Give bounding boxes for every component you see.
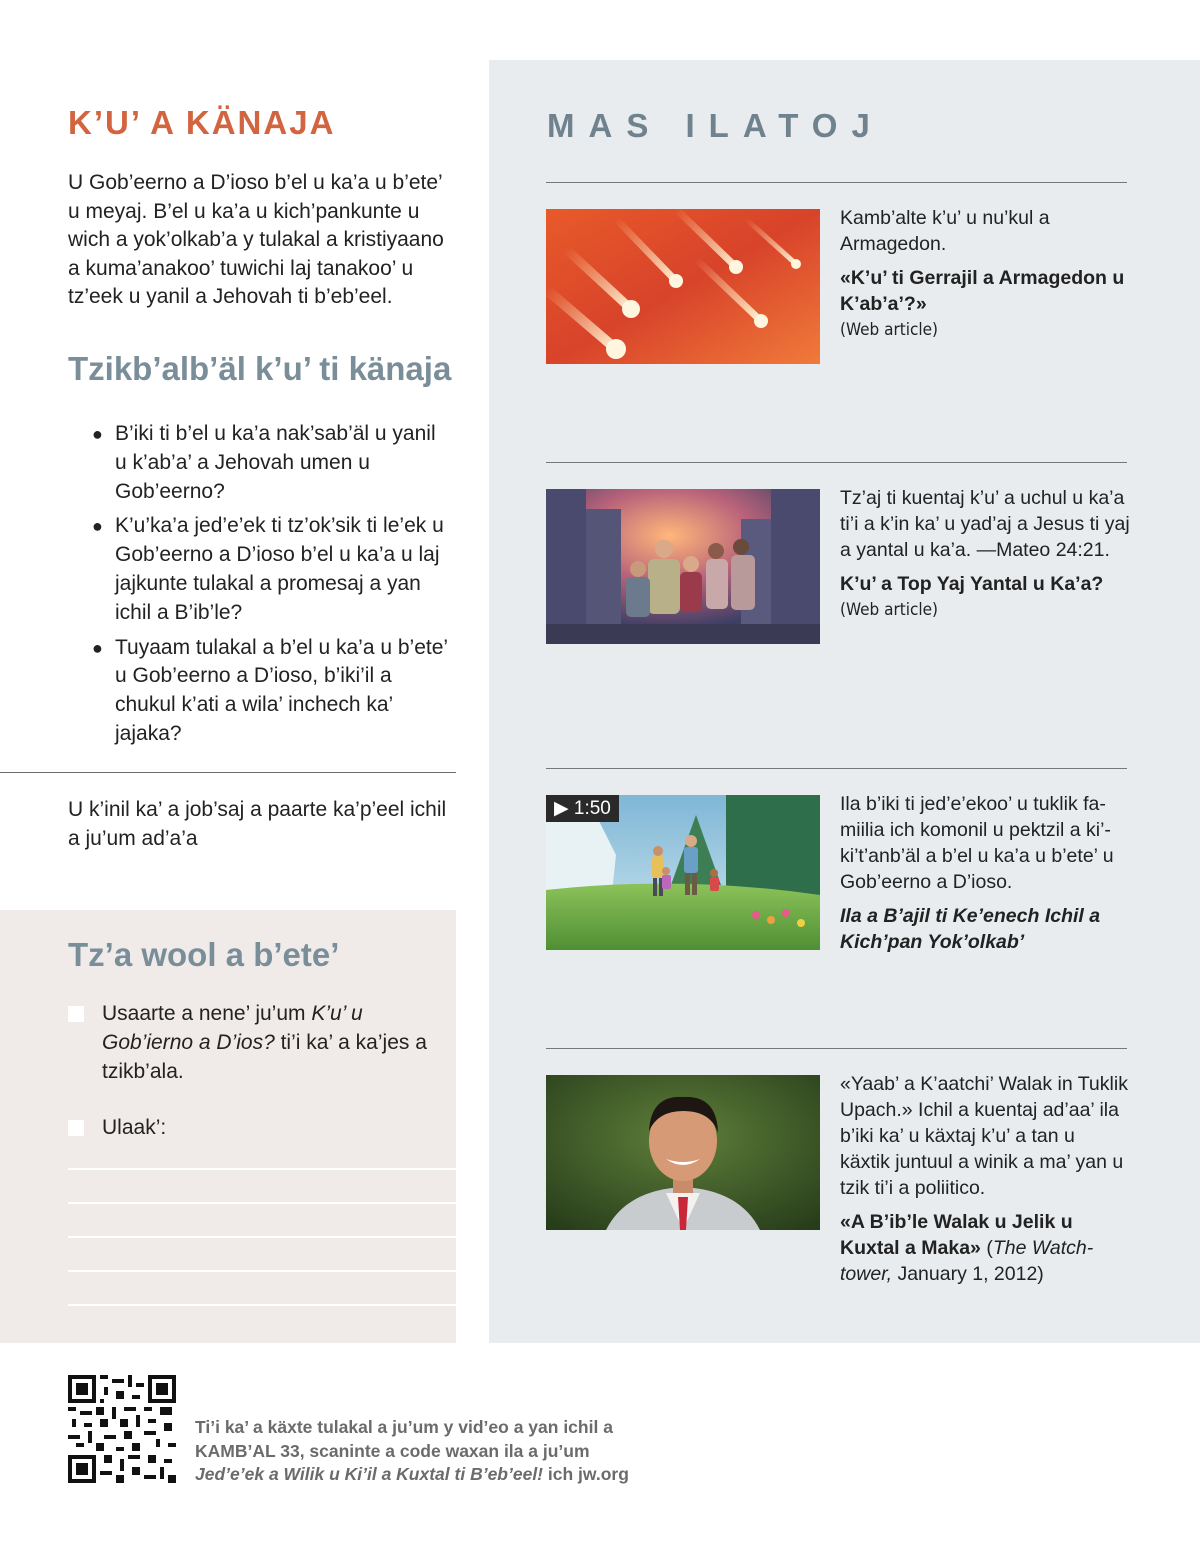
writing-line[interactable] [68,1304,456,1306]
footer-text-part: Ti’i ka’ a käxte tulakal a ju’um y vid’eo a yan ichil a KAMB’AL 33, scaninte a code waxan ila a ju’um [195,1417,613,1461]
divider [546,182,1127,183]
resource-paradise-video [840,791,1130,955]
bullet-icon: ● [92,424,103,444]
resource-description: «Yaab’ a K’aatchi’ Walak in Tuklik Upach.» Ichil a kuentaj ad’aa’ ila b’iki ka’ u käxtaj k’u’ a tan u käxtik juntuul a winik a ma’ yan u tzik ti’i a poliitico. [840,1073,1128,1199]
goal-text: U k’inil ka’ a job’saj a paarte ka’p’eel ichil a ju’um ad’a’a [68,798,447,850]
question-text: B’iki ti b’el u ka’a nak’sab’äl u yanil u k’ab’a’ a Jehovah umen u Gob’eerno? [115,422,436,503]
divider [546,1048,1127,1049]
writing-line[interactable] [68,1270,456,1272]
meteors-illustration [546,209,820,364]
footer-instructions [195,1416,635,1487]
meteors-image[interactable] [546,209,820,364]
video-duration-badge: ▶ 1:50 [546,795,619,822]
resource-title-link[interactable]: «K’u’ ti Gerrajil a Armagedon u K’ab’a’?» [840,267,1125,315]
resource-title-link[interactable]: K’u’ a Top Yaj Yantal u Ka’a? [840,573,1104,595]
writing-line[interactable] [68,1168,456,1170]
divider [0,772,456,773]
bullet-icon: ● [92,516,103,537]
checkbox[interactable] [68,1006,84,1022]
resource-armageddon [840,205,1130,343]
brochure-title: K’u’ u Gob’ierno a D’ios? [102,1002,363,1054]
resource-description: Kamb’alte k’u’ u nu’kul a Armagedon. [840,207,1050,255]
paradise-video-thumbnail[interactable] [546,795,820,950]
resource-source-magazine: The Watchtower, [840,1237,1094,1285]
bullet-icon: ● [92,637,103,658]
resource-type: (Web article) [840,320,939,340]
man-portrait-photo [546,1075,820,1230]
resource-title-block [840,1209,1130,1287]
homework-item-brochure [68,1000,448,1086]
summary-text: U Gob’eerno a D’ioso b’el u ka’a u b’ete’ u meyaj. B’el u ka’a u kich’pankunte u wich a yok’olkab’a y tulakal a kristiyaano a kuma’anakoo’ tuwichi laj tanakoo’ u tz’eek u yanil a Jehovah ti b’eb’eel. [68,171,444,308]
resource-type: (Web article) [840,600,939,620]
footer-text-part: ich jw.org [543,1464,629,1484]
resource-great-tribulation [840,485,1130,623]
resource-source-open: ( [980,1237,993,1259]
review-questions-heading: Tzikb’alb’äl k’u’ ti känaja [68,350,452,387]
family-explosion-image[interactable] [546,489,820,644]
qr-code-icon[interactable] [68,1375,176,1483]
writing-line[interactable] [68,1202,456,1204]
list-item [68,420,448,506]
resource-description: Ila b’iki ti jed’e’ekoo’ u tuklik famiilia ich komonil u pektzil a ki’ki’t’anb’äl a b’el u ka’a u b’ete’ u Gob’eerno a D’ioso. [840,793,1114,893]
resource-bible-changes-lives [840,1071,1130,1287]
more-resources-panel [489,60,1200,1343]
resource-title-link[interactable]: «A B’ib’le Walak u Jelik u Kuxtal a Maka» [840,1211,1073,1259]
divider [546,462,1127,463]
man-portrait-image[interactable] [546,1075,820,1230]
list-item [68,634,448,749]
homework-item-text [102,1000,448,1086]
homework-item-other [68,1114,448,1143]
resource-title-link[interactable]: Ila a B’ajil ti Ke’enech Ichil a Kich’pan Yok’olkab’ [840,905,1101,953]
divider [546,768,1127,769]
resource-description: Tz’aj ti kuentaj k’u’ a uchul u ka’a ti’i a k’in ka’ u yad’aj a Jesus ti yaj a yantal u ka’a. —Mateo 24:21. [840,487,1130,561]
homework-text-part: Usaarte a nene’ ju’um [102,1002,312,1025]
more-resources-heading: MAS ILATOJ [547,107,884,144]
family-city-illustration [546,489,820,644]
question-text: Tuyaam tulakal a b’el u ka’a u b’ete’ u Gob’eerno a D’ioso, b’iki’il a chukul k’ati a wila’ inchech ka’ jajaka? [115,635,448,745]
question-text: K’u’ka’a jed’e’ek ti tz’ok’sik ti le’ek u Gob’eerno a D’ioso b’el u ka’a u laj jajkunte tulakal a promesaj a yan ichil a B’ib’le? [115,514,444,624]
summary-heading: K’U’ A KÄNAJA [68,104,336,141]
homework-panel [0,910,456,1343]
homework-item-text: Ulaak’: [102,1116,167,1139]
resource-source-date: January 1, 2012) [892,1263,1044,1285]
writing-line[interactable] [68,1236,456,1238]
review-questions-list [68,420,448,755]
checkbox[interactable] [68,1120,84,1136]
list-item [68,512,448,627]
book-title: Jed’e’ek a Wilik u Ki’il a Kuxtal ti B’eb’eel! [195,1464,544,1484]
homework-heading: Tz’a wool a b’ete’ [68,936,340,973]
homework-text-part: ti’i ka’ a ka’jes a tzikb’ala. [102,1030,427,1083]
